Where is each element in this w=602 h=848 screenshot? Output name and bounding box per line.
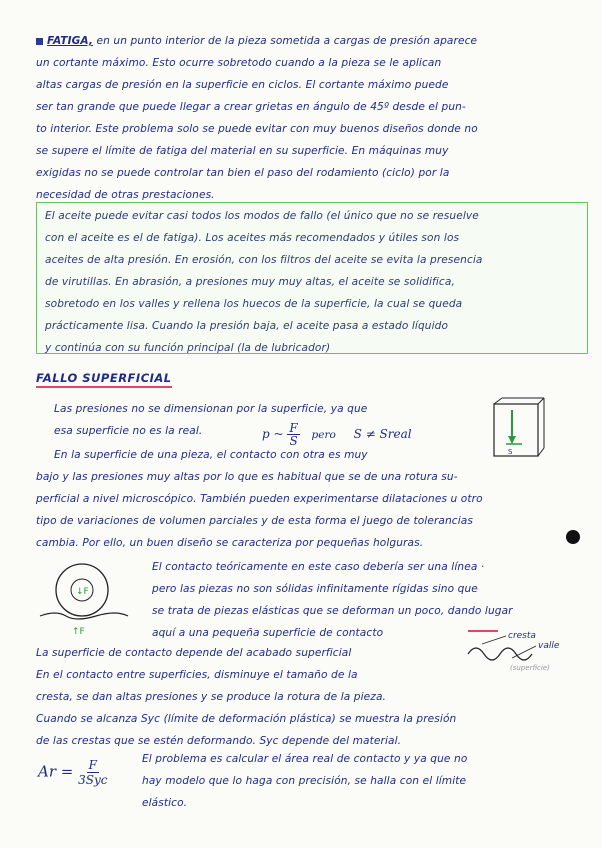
lower-line: La superficie de contacto depende del acabado superficial: [36, 647, 352, 659]
fatiga-line: necesidad de otras prestaciones.: [36, 189, 215, 201]
svg-text:cresta: cresta: [508, 631, 536, 641]
aceite-line: aceites de alta presión. En erosión, con los filtros del aceite se evita la presencia: [45, 254, 483, 266]
lower-paragraph: [36, 642, 566, 752]
final-line: El problema es calcular el área real de contacto y ya que no: [142, 753, 468, 765]
superficie-line: bajo y las presiones muy altas por lo que es habitual que se de una rotura su-: [36, 471, 458, 483]
svg-text:valle: valle: [538, 641, 560, 651]
fatiga-line-0: FATIGA, en un punto interior de la pieza sometida a cargas de presión aparece: [36, 30, 576, 52]
superficie-line: perficial a nivel microscópico. También pueden experimentarse dilataciones u otro: [36, 493, 483, 505]
aceite-highlight-box: [36, 202, 588, 354]
svg-text:(superficie): (superficie): [510, 664, 550, 672]
area-real-formula: Ar = $\frac{F}{\text{3Syc}}$: [38, 758, 108, 787]
fatiga-line: exigidas no se puede controlar tan bien el paso del rodamiento (ciclo) por la: [36, 167, 450, 179]
aceite-line: sobretodo en los valles y rellena los huecos de la superficie, la cual se queda: [45, 298, 463, 310]
lower-line: cresta, se dan altas presiones y se produce la rotura de la pieza.: [36, 691, 387, 703]
lower-line: En el contacto entre superficies, disminuye el tamaño de la: [36, 669, 358, 681]
aceite-line: con el aceite es el de fatiga). Los aceites más recomendados y útiles son los: [45, 232, 460, 244]
intro-line: Las presiones no se dimensionan por la superficie, ya que: [54, 403, 368, 415]
superficie-paragraph: [36, 444, 576, 554]
superficie-line: tipo de variaciones de volumen parciales y de esta forma el juego de tolerancias: [36, 515, 473, 527]
aceite-line: prácticamente lisa. Cuando la presión baja, el aceite pasa a estado líquido: [45, 320, 449, 332]
cylinder-contact-diagram: [36, 560, 136, 640]
aceite-paragraph: [45, 205, 575, 359]
fatiga-line: ser tan grande que puede llegar a crear grietas en ángulo de 45º desde el pun-: [36, 101, 466, 113]
aceite-line: y continúa con su función principal (la de lubricador): [45, 342, 331, 354]
fatiga-line: un cortante máximo. Esto ocurre sobretodo cuando a la pieza se le aplican: [36, 57, 442, 69]
pressure-formula: p ~ $\frac{F}{S}$ pero S ≠ Sreal: [262, 421, 412, 448]
final-line: hay modelo que lo haga con precisión, se halla con el límite: [142, 775, 467, 787]
fatiga-keyword: FATIGA,: [47, 35, 94, 47]
fatiga-line: se supere el límite de fatiga del material en su superficie. En máquinas muy: [36, 145, 449, 157]
square-bullet-icon: [36, 38, 43, 45]
final-line: elástico.: [142, 797, 188, 809]
contacto-line: pero las piezas no son sólidas infinitamente rígidas sino que: [152, 583, 478, 595]
final-paragraph: [142, 748, 572, 814]
contacto-line: se trata de piezas elásticas que se deforman un poco, dando lugar: [152, 605, 513, 617]
contacto-line: aquí a una pequeña superficie de contacto: [152, 627, 384, 639]
aceite-line: El aceite puede evitar casi todos los modos de fallo (el único que no se resuelve: [45, 210, 479, 222]
fatiga-paragraph: [36, 30, 576, 206]
contacto-line: El contacto teóricamente en este caso debería ser una línea ·: [152, 561, 485, 573]
svg-text:S: S: [508, 448, 513, 456]
svg-text:↓F: ↓F: [76, 587, 89, 597]
fatiga-line: altas cargas de presión en la superficie en ciclos. El cortante máximo puede: [36, 79, 449, 91]
fatiga-line: to interior. Este problema solo se puede evitar con muy buenos diseños donde no: [36, 123, 478, 135]
aceite-line: de virutillas. En abrasión, a presiones muy muy altas, el aceite se solidifica,: [45, 276, 455, 288]
superficie-line: En la superficie de una pieza, el contacto con otra es muy: [54, 449, 368, 461]
lower-line: Cuando se alcanza Syc (límite de deformación plástica) se muestra la presión: [36, 713, 457, 725]
svg-text:↑F: ↑F: [72, 627, 85, 637]
superficie-line: cambia. Por ello, un buen diseño se caracteriza por pequeñas holguras.: [36, 537, 424, 549]
intro-line: esa superficie no es la real.: [54, 425, 203, 437]
section-title: FALLO SUPERFICIAL: [36, 371, 172, 388]
lower-line: de las crestas que se estén deformando. Syc depende del material.: [36, 735, 402, 747]
